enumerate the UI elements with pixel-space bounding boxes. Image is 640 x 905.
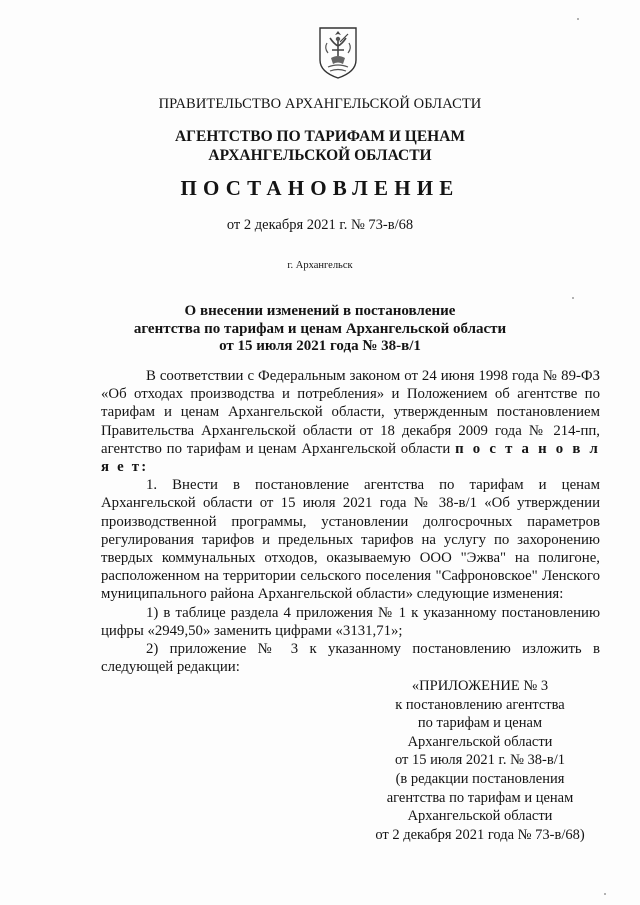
document-city: г. Архангельск: [287, 260, 353, 271]
appendix-line: от 15 июля 2021 г. № 38-в/1: [394, 752, 565, 769]
appendix-header: [355, 677, 605, 844]
appendix-line: (в редакции постановления: [395, 770, 565, 787]
appendix-line: по тарифам и ценам: [417, 715, 543, 732]
appendix-line: к постановлению агентства: [395, 696, 565, 713]
appendix-line: Архангельской области: [407, 733, 553, 750]
appendix-line: Архангельской области: [407, 808, 553, 825]
document-subject: [0, 303, 640, 356]
subject-line1: О внесении изменений в постановление: [184, 303, 456, 319]
appendix-line: «ПРИЛОЖЕНИЕ № 3: [411, 678, 549, 694]
appendix-line: агентства по тарифам и ценам: [386, 789, 574, 806]
item-1-2-paragraph: 2) приложение № 3 к указанному постановлению изложить в следующей редакции:: [101, 641, 600, 676]
coat-of-arms-emblem: [318, 26, 358, 80]
agency-name-line1: АГЕНТСТВО ПО ТАРИФАМ И ЦЕНАМ: [174, 128, 466, 145]
document-body: [101, 367, 600, 676]
scan-speck: [572, 297, 574, 299]
agency-name: [0, 127, 640, 165]
agency-name-line2: АРХАНГЕЛЬСКОЙ ОБЛАСТИ: [208, 147, 432, 164]
preamble-text: В соответствии с Федеральным законом от 24 июня 1998 года № 89-ФЗ «Об отходах производства и потребления» и Положением об агентстве по тарифам и ценам Архангельской области, утвержденным постановлением Правительства Архангельской области от 18 декабря 2009 года № 214-пп, агентство по тарифам и ценам Архангельской области: [101, 368, 600, 457]
government-name: ПРАВИТЕЛЬСТВО АРХАНГЕЛЬСКОЙ ОБЛАСТИ: [158, 96, 482, 112]
scan-speck: [577, 18, 579, 20]
subject-line2: агентства по тарифам и ценам Архангельской области: [133, 320, 507, 337]
preamble-paragraph: [101, 367, 600, 476]
document-type-title: ПОСТАНОВЛЕНИЕ: [180, 176, 460, 200]
subject-line3: от 15 июля 2021 года № 38-в/1: [219, 338, 421, 354]
item-1-1-paragraph: 1) в таблице раздела 4 приложения № 1 к указанному постановлению цифры «2949,50» заменить цифрами «3131,71»;: [101, 604, 600, 639]
appendix-line: от 2 декабря 2021 года № 73-в/68): [375, 826, 585, 843]
scan-speck: [604, 893, 606, 895]
resolves-text: п о с т а н о в л я е т:: [101, 440, 601, 476]
item-1-paragraph: 1. Внести в постановление агентства по тарифам и ценам Архангельской области от 15 июля 2021 года № 38-в/1 «Об утверждении производственной программы, установлении долгосрочных параметров регулирования тарифов и предельных тарифов на услугу по захоронению твердых коммунальных отходов, оказываемую ООО "Эжва" на полигоне, расположенном на территории сельского поселения "Сафроновское" Ленского муниципального района Архангельской области» следующие изменения:: [101, 477, 600, 603]
document-date-number: от 2 декабря 2021 г. № 73-в/68: [226, 217, 414, 233]
